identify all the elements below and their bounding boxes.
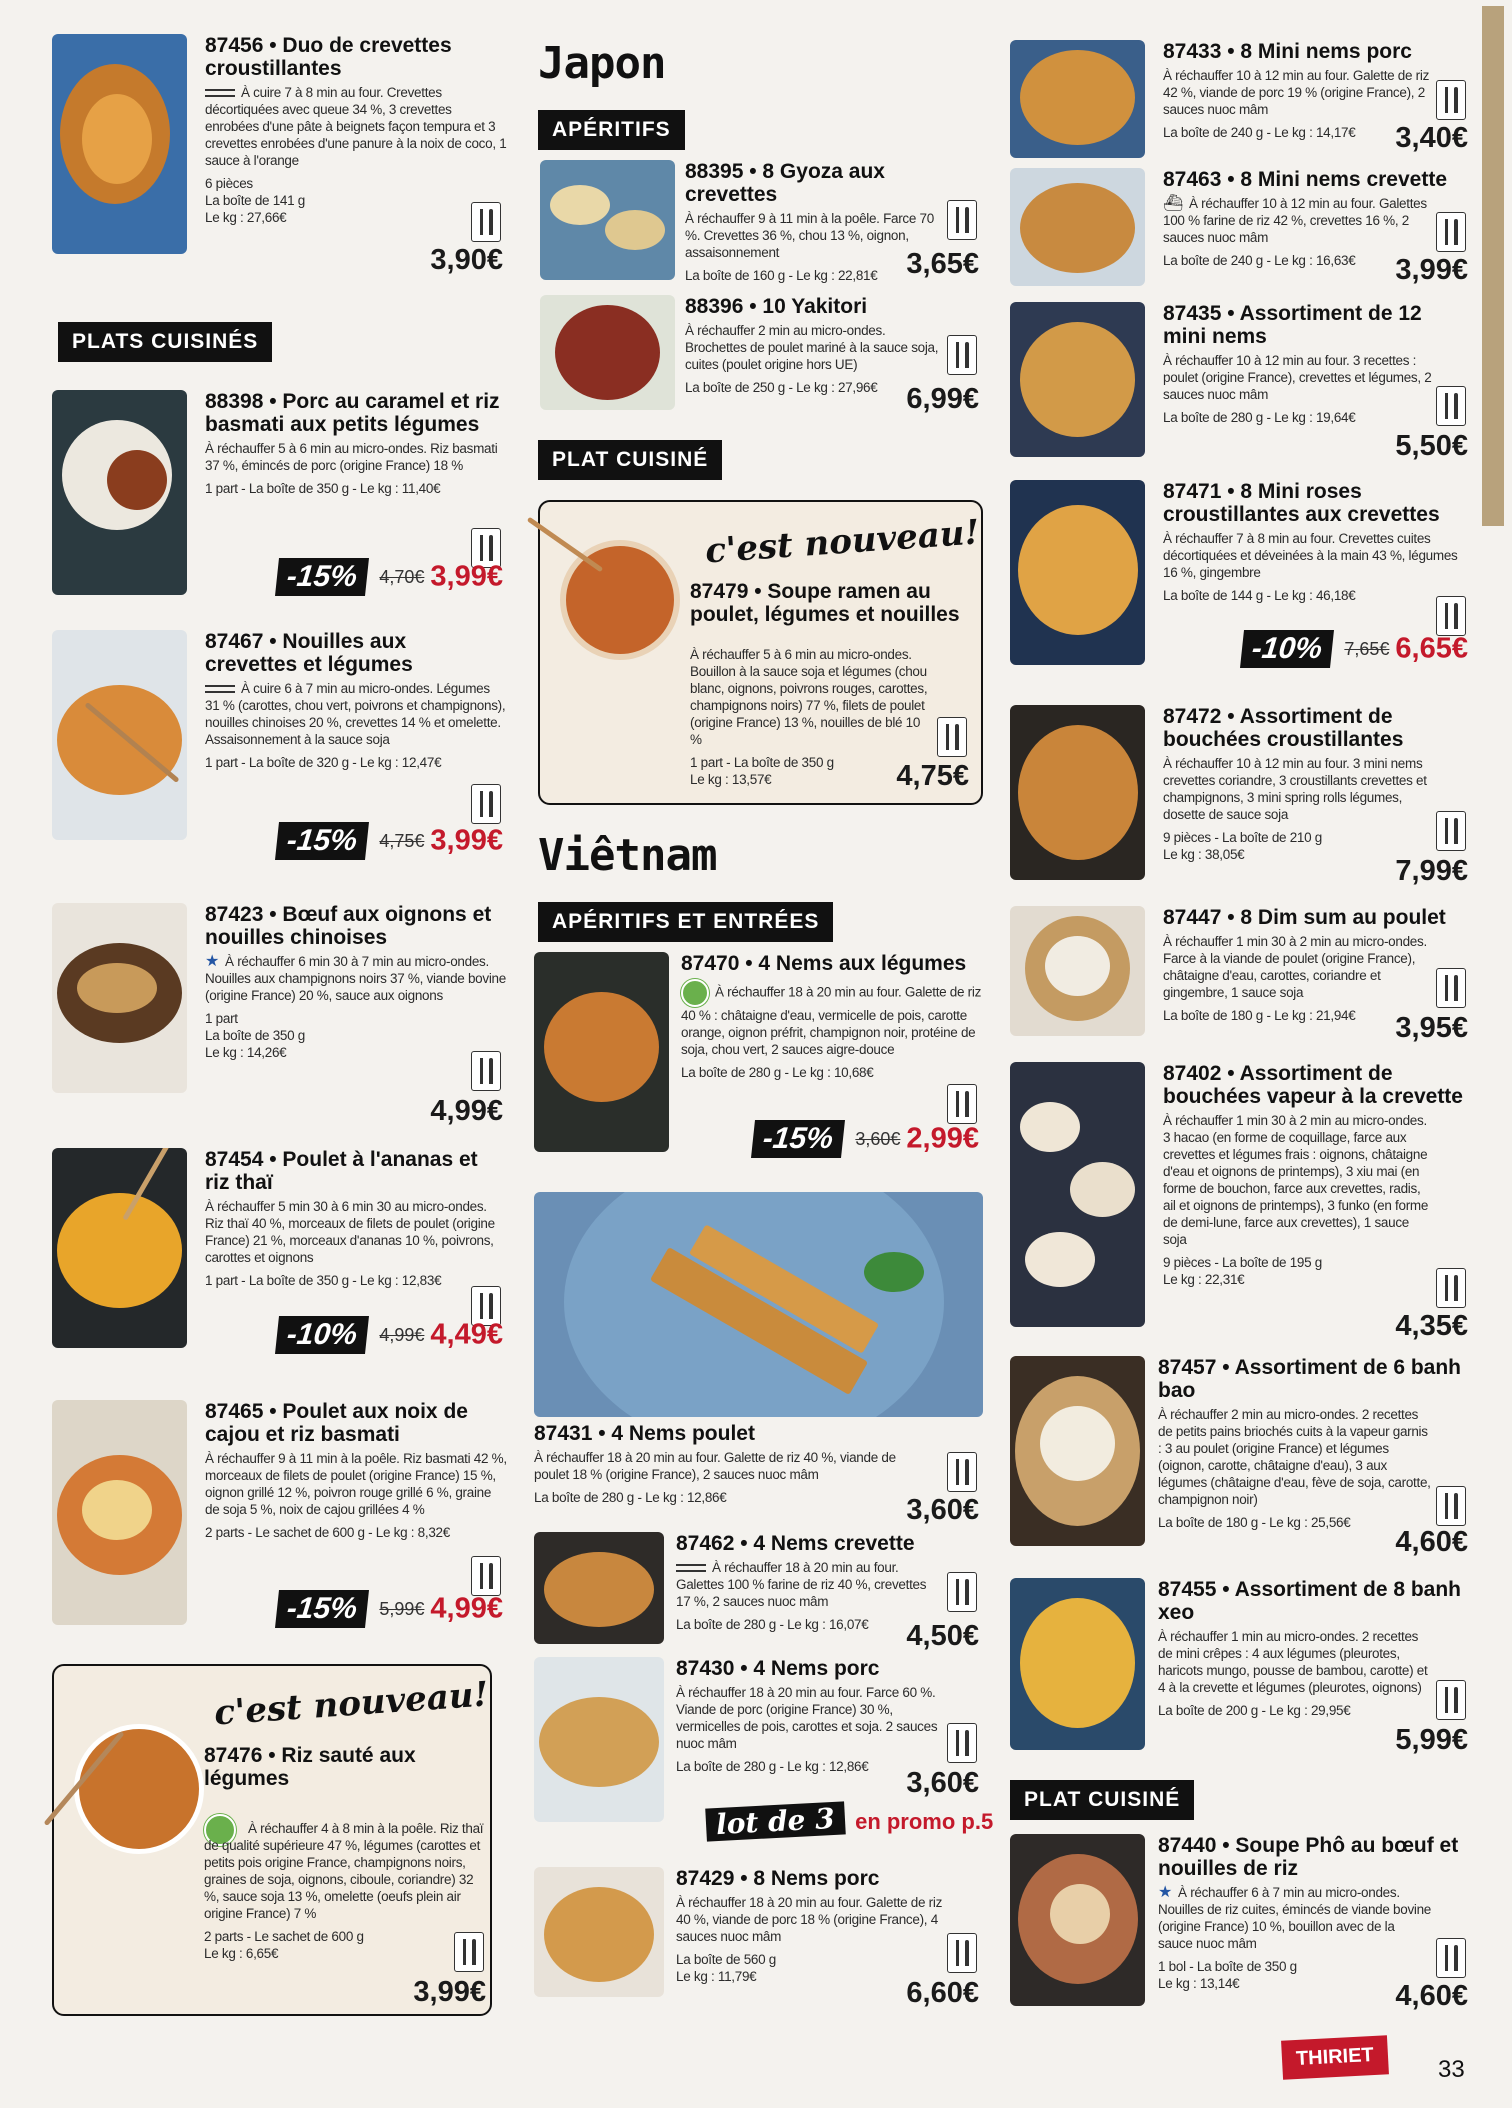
product-price: 4,49€ [430, 1318, 503, 1351]
product-photo [1010, 1834, 1145, 2006]
product-photo [52, 1400, 187, 1625]
cutlery-icon [947, 1723, 977, 1763]
cutlery-icon [1436, 386, 1466, 426]
product-description: À réchauffer 1 min 30 à 2 min au micro-ondes. Farce à la viande de poulet (origine France), châtaigne d'eau, carottes, coriandre et gingembre, 1 sauce soja [1163, 934, 1427, 1000]
product-description: À réchauffer 10 à 12 min au four. 3 recettes : poulet (origine France), crevettes et légumes, 2 sauces nuoc mâm [1163, 353, 1432, 402]
cutlery-icon [471, 1051, 501, 1091]
product-price: 3,60€ [906, 1494, 979, 1526]
product-photo [534, 952, 669, 1152]
discount-badge: -15% [751, 1120, 845, 1158]
product-price: 6,60€ [906, 1977, 979, 2009]
product-photo [1010, 1578, 1145, 1750]
product-description: À cuire 6 à 7 min au micro-ondes. Légumes 31 % (carottes, chou vert, poivrons et champignons), nouilles chinoises 20 %, crevettes 14 % et omelette. Assaisonnement à la sauce soja [205, 681, 506, 747]
section-aperitifs: APÉRITIFS [538, 110, 685, 150]
product-price: 4,50€ [906, 1620, 979, 1652]
product-photo [1010, 40, 1145, 158]
product-title: 87440 • Soupe Phô au bœuf et nouilles de riz [1158, 1834, 1459, 1880]
product-description: À réchauffer 2 min au micro-ondes. Brochettes de poulet mariné à la sauce soja, cuites (poulet origine hors UE) [685, 323, 939, 372]
product-87456[interactable] [52, 34, 507, 284]
product-title: 88398 • Porc au caramel et riz basmati aux petits légumes [205, 390, 500, 436]
product-price: 4,35€ [1395, 1310, 1468, 1342]
product-87435[interactable] [1010, 302, 1472, 472]
product-title: 87465 • Poulet aux noix de cajou et riz basmati [205, 1400, 468, 1446]
product-price: 2,99€ [906, 1122, 979, 1155]
old-price: 3,60€ [855, 1128, 901, 1149]
product-count: 6 pièces [205, 176, 253, 191]
product-weight: La boîte de 280 g - Le kg : 16,07€ [676, 1617, 869, 1632]
product-title: 87402 • Assortiment de bouchées vapeur à la crevette [1163, 1062, 1463, 1108]
cutlery-icon [947, 200, 977, 240]
product-price: 4,60€ [1395, 1526, 1468, 1558]
country-title-vietnam: Viêtnam [538, 830, 717, 881]
product-photo [540, 295, 675, 410]
product-weight: La boîte de 160 g - Le kg : 22,81€ [685, 268, 878, 283]
frozen-icon [205, 685, 235, 693]
product-kg-price: Le kg : 22,31€ [1163, 1272, 1245, 1287]
product-weight: La boîte de 280 g - Le kg : 12,86€ [676, 1759, 869, 1774]
product-weight: La boîte de 240 g - Le kg : 14,17€ [1163, 125, 1356, 140]
product-title: 87471 • 8 Mini roses croustillantes aux crevettes [1163, 480, 1440, 526]
product-title: 87435 • Assortiment de 12 mini nems [1163, 302, 1422, 348]
product-87471[interactable] [1010, 480, 1472, 680]
product-photo [540, 160, 675, 280]
product-weight: 1 part - La boîte de 350 g [690, 755, 834, 770]
cutlery-icon [1436, 80, 1466, 120]
product-weight: 1 part - La boîte de 350 g - Le kg : 11,40€ [205, 481, 441, 496]
product-price: 3,90€ [430, 244, 503, 276]
product-87447[interactable] [1010, 906, 1472, 1056]
product-weight: La boîte de 280 g - Le kg : 12,86€ [534, 1490, 727, 1505]
product-kg-price: Le kg : 11,79€ [676, 1969, 757, 1984]
product-88398[interactable] [52, 390, 507, 620]
product-title: 87472 • Assortiment de bouchées croustillantes [1163, 705, 1404, 751]
product-description: À réchauffer 9 à 11 min à la poêle. Riz basmati 42 %, morceaux de filets de poulet (origine France) 15 %, oignon grillé 12 %, poivron rouge grillé 6 %, graine de soja 5 %, noix de cajou grillées 4 % [205, 1451, 507, 1517]
product-price: 4,99€ [430, 1592, 503, 1625]
product-87440[interactable] [1010, 1834, 1472, 2014]
product-weight: La boîte de 250 g - Le kg : 27,96€ [685, 380, 878, 395]
product-description: À réchauffer 1 min au micro-ondes. 2 recettes de mini crêpes : 4 aux légumes (pleurotes, haricots mungo, pousse de bambou, carotte) et 4 à la crevette et légumes (pleurotes, oignons) [1158, 1629, 1428, 1695]
brand-logo: THIRIET [1281, 2035, 1389, 2079]
product-kg-price: Le kg : 13,57€ [690, 772, 772, 787]
product-price: 3,40€ [1395, 122, 1468, 154]
product-88396[interactable] [528, 295, 983, 425]
product-weight: 2 parts - Le sachet de 600 g - Le kg : 8,32€ [205, 1525, 450, 1540]
product-87429[interactable] [528, 1867, 983, 2012]
cutlery-icon [1436, 1938, 1466, 1978]
product-count: 9 pièces - La boîte de 195 g [1163, 1255, 1322, 1270]
product-price: 3,99€ [413, 1976, 486, 2008]
product-87472[interactable] [1010, 705, 1472, 895]
product-87430[interactable] [528, 1657, 994, 1842]
promo-link[interactable]: en promo p.5 [855, 1808, 994, 1834]
frozen-icon [205, 89, 235, 97]
discount-badge: -15% [275, 822, 369, 860]
product-weight: La boîte de 200 g - Le kg : 29,95€ [1158, 1703, 1351, 1718]
discount-badge: -15% [275, 1590, 369, 1628]
product-price: 5,50€ [1395, 430, 1468, 462]
page-number: 33 [1438, 2056, 1465, 2083]
cutlery-icon [471, 784, 501, 824]
product-price: 3,99€ [1395, 254, 1468, 286]
product-weight: La boîte de 141 g [205, 193, 305, 208]
product-title: 87433 • 8 Mini nems porc [1163, 40, 1412, 63]
product-87462[interactable] [528, 1532, 983, 1652]
cutlery-icon [947, 1572, 977, 1612]
discount-badge: -10% [1240, 630, 1334, 668]
old-price: 4,70€ [379, 566, 425, 587]
cutlery-icon [947, 1933, 977, 1973]
product-87465[interactable] [52, 1400, 507, 1640]
product-kg-price: Le kg : 13,14€ [1158, 1976, 1240, 1991]
section-plat-cuisine-2: PLAT CUISINÉ [1010, 1780, 1194, 1820]
product-description: À réchauffer 2 min au micro-ondes. 2 recettes de petits pains briochés cuits à la vapeur garnis : 3 au poulet (origine France) et légumes (oignon, carotte, châtaigne d'eau), 3 aux légumes (châtaigne d'eau, fève de soja, carotte, champignon noir) [1158, 1407, 1431, 1507]
cutlery-icon [1436, 1486, 1466, 1526]
cutlery-icon [1436, 1268, 1466, 1308]
cutlery-icon [1436, 212, 1466, 252]
product-description: À réchauffer 10 à 12 min au four. 3 mini nems crevettes coriandre, 3 croustillants crevettes et champignons, 3 mini spring rolls légumes, dosette de sauce soja [1163, 756, 1427, 822]
product-description: À réchauffer 18 à 20 min au four. Farce 60 %. Viande de porc (origine France) 30 %, vermicelles de pois, carottes et soja. 2 sauces nuoc mâm [676, 1685, 938, 1751]
product-photo [534, 1657, 664, 1822]
country-title-japon: Japon [538, 38, 666, 89]
product-description: À réchauffer 18 à 20 min au four. Galette de riz 40 %, viande de porc 18 % (origine France), 4 sauces nuoc mâm [676, 1895, 943, 1944]
product-photo [52, 903, 187, 1093]
product-photo [52, 630, 187, 840]
product-price: 4,75€ [896, 760, 969, 792]
product-title: 87479 • Soupe ramen au poulet, légumes et nouilles [690, 580, 960, 626]
product-photo [1010, 705, 1145, 880]
product-price: 4,60€ [1395, 1980, 1468, 2012]
star-label-icon: ★ [205, 953, 220, 970]
nems-hero-photo [534, 1192, 983, 1417]
product-kg-price: Le kg : 6,65€ [204, 1946, 279, 1961]
product-photo [560, 540, 680, 660]
product-description: À réchauffer 4 à 8 min à la poêle. Riz thaï de qualité supérieure 47 %, légumes (carottes et petits pois origine France, champignons noirs, graines de soja, oignons, ciboule, coriandre) 32 %, sauce soja 13 %, omelette (oeufs plein air origine France) 7 % [204, 1821, 484, 1921]
product-title: 87467 • Nouilles aux crevettes et légumes [205, 630, 413, 676]
product-title: 87462 • 4 Nems crevette [676, 1532, 915, 1555]
product-title: 87423 • Bœuf aux oignons et nouilles chinoises [205, 903, 492, 949]
product-title: 87476 • Riz sauté aux légumes [204, 1744, 416, 1790]
product-87463[interactable] [1010, 168, 1472, 298]
product-kg-price: Le kg : 38,05€ [1163, 847, 1245, 862]
product-photo [52, 1148, 187, 1348]
section-aperitifs-entrees: APÉRITIFS ET ENTRÉES [538, 902, 833, 942]
product-title: 87457 • Assortiment de 6 banh bao [1158, 1356, 1462, 1402]
discount-badge: -15% [275, 558, 369, 596]
product-weight: La boîte de 180 g - Le kg : 21,94€ [1163, 1008, 1356, 1023]
product-weight: 2 parts - Le sachet de 600 g [204, 1929, 364, 1944]
product-photo [1010, 302, 1145, 457]
cutlery-icon [1436, 811, 1466, 851]
frozen-icon [676, 1564, 706, 1572]
product-weight: 1 part - La boîte de 350 g - Le kg : 12,83€ [205, 1273, 442, 1288]
product-description: À réchauffer 6 min 30 à 7 min au micro-ondes. Nouilles aux champignons noirs 37 %, viande bovine (origine France) 20 %, sauce aux oignons [205, 954, 506, 1003]
product-count: 9 pièces - La boîte de 210 g [1163, 830, 1322, 845]
product-description: À réchauffer 1 min 30 à 2 min au micro-ondes. 3 hacao (en forme de coquillage, farce aux crevettes et légumes frais : oignons, châtaigne d'eau et oignons de printemps), 3 xiu mai (en forme de bouchon, farce aux crevettes, radis, ail et oignons de printemps), 3 funko (en forme de demi-lune, farce aux crevettes), 1 sauce soja [1163, 1113, 1429, 1247]
cutlery-icon [471, 202, 501, 242]
product-title: 87454 • Poulet à l'ananas et riz thaï [205, 1148, 478, 1194]
product-price: 5,99€ [1395, 1724, 1468, 1756]
product-description: À réchauffer 5 min 30 à 6 min 30 au micro-ondes. Riz thaï 40 %, morceaux de filets de poulet (origine France) 21 %, morceaux d'ananas 10 %, poivrons, carottes et oignons [205, 1199, 495, 1265]
product-price: 6,65€ [1395, 632, 1468, 665]
product-price: 3,99€ [430, 824, 503, 857]
product-photo [74, 1724, 204, 1854]
product-price: 3,95€ [1395, 1012, 1468, 1044]
section-plats-cuisines: PLATS CUISINÉS [58, 322, 272, 362]
product-87470[interactable] [528, 952, 983, 1157]
product-photo [1010, 906, 1145, 1036]
product-price: 7,99€ [1395, 855, 1468, 887]
product-price: 3,60€ [906, 1767, 979, 1799]
product-description: À réchauffer 5 à 6 min au micro-ondes. Riz basmati 37 %, émincés de porc (origine France) 18 % [205, 441, 498, 473]
product-description: À réchauffer 5 à 6 min au micro-ondes. Bouillon à la sauce soja et légumes (chou blanc, oignons, poivrons rouges, carottes, champignons noirs) 77 %, filets de poulet (origine France) 13 %, nouilles de blé 10 % [690, 647, 928, 747]
cutlery-icon [947, 1084, 977, 1124]
product-count: 1 part [205, 1011, 238, 1026]
product-87457[interactable] [1010, 1356, 1472, 1561]
product-kg-price: Le kg : 27,66€ [205, 210, 287, 225]
cutlery-icon [947, 1452, 977, 1492]
product-description: À réchauffer 6 à 7 min au micro-ondes. Nouilles de riz cuites, émincés de viande bovine (origine France) 10 %, bouillon avec de la sauce nuoc mâm [1158, 1885, 1432, 1951]
lot-de-3-badge: lot de 3 [705, 1801, 845, 1841]
product-title: 87447 • 8 Dim sum au poulet [1163, 906, 1446, 929]
product-87433[interactable] [1010, 40, 1472, 165]
boat-icon: ⛴ [1163, 195, 1184, 212]
product-weight: La boîte de 240 g - Le kg : 16,63€ [1163, 253, 1356, 268]
product-title: 87455 • Assortiment de 8 banh xeo [1158, 1578, 1462, 1624]
product-weight: La boîte de 280 g - Le kg : 10,68€ [681, 1065, 874, 1080]
product-weight: 1 bol - La boîte de 350 g [1158, 1959, 1297, 1974]
product-weight: La boîte de 144 g - Le kg : 46,18€ [1163, 588, 1356, 603]
star-label-icon: ★ [1158, 1884, 1173, 1901]
old-price: 7,65€ [1344, 638, 1390, 659]
product-kg-price: Le kg : 14,26€ [205, 1045, 287, 1060]
product-description: À réchauffer 10 à 12 min au four. Galettes 100 % farine de riz 42 %, crevettes 16 %, 2 sauces nuoc mâm [1163, 196, 1427, 245]
product-photo [534, 1867, 664, 1997]
product-price: 3,99€ [430, 560, 503, 593]
cutlery-icon [454, 1932, 484, 1972]
nouveau-box [538, 500, 983, 805]
cutlery-icon [1436, 968, 1466, 1008]
product-weight: La boîte de 350 g [205, 1028, 305, 1043]
product-description: À réchauffer 18 à 20 min au four. Galettes 100 % farine de riz 40 %, crevettes 17 %, 2 sauces nuoc mâm [676, 1560, 927, 1609]
product-87454[interactable] [52, 1148, 507, 1363]
product-title: 87463 • 8 Mini nems crevette [1163, 168, 1448, 191]
old-price: 4,99€ [379, 1324, 425, 1345]
product-price: 4,99€ [430, 1095, 503, 1127]
product-weight: La boîte de 180 g - Le kg : 25,56€ [1158, 1515, 1351, 1530]
cutlery-icon [937, 717, 967, 757]
product-description: À réchauffer 7 à 8 min au four. Crevettes cuites décortiquées et déveinées à la main 43 %, légumes 16 %, gingembre [1163, 531, 1458, 580]
product-photo [1010, 1356, 1145, 1546]
product-weight: La boîte de 560 g [676, 1952, 776, 1967]
quality-label-icon [681, 979, 709, 1007]
product-title: 87456 • Duo de crevettes croustillantes [205, 34, 452, 80]
product-photo [534, 1532, 664, 1644]
product-88395[interactable] [528, 160, 983, 290]
nouveau-label: c'est nouveau! [212, 1674, 490, 1734]
product-description: À réchauffer 9 à 11 min à la poêle. Farce 70 %. Crevettes 36 %, chou 13 %, oignon, assaisonnement [685, 211, 934, 260]
product-weight: 1 part - La boîte de 320 g - Le kg : 12,47€ [205, 755, 442, 770]
product-title: 87430 • 4 Nems porc [676, 1657, 880, 1680]
nouveau-box [52, 1664, 492, 2016]
product-photo [52, 34, 187, 254]
product-price: 6,99€ [906, 383, 979, 415]
product-87402[interactable] [1010, 1062, 1472, 1347]
cutlery-icon [1436, 1680, 1466, 1720]
product-photo [1010, 480, 1145, 665]
product-title: 88396 • 10 Yakitori [685, 295, 868, 318]
product-description: À cuire 7 à 8 min au four. Crevettes décortiquées avec queue 34 %, 3 crevettes enrobées d'une pâte à beignets façon tempura et 3 crevettes enrobées d'une panure à la noix de coco, 1 sauce à l'orange [205, 85, 507, 168]
product-description: À réchauffer 10 à 12 min au four. Galette de riz 42 %, viande de porc 19 % (origine France), 2 sauces nuoc mâm [1163, 68, 1430, 117]
nouveau-label: c'est nouveau! [703, 512, 981, 572]
section-plat-cuisine: PLAT CUISINÉ [538, 440, 722, 480]
product-description: À réchauffer 18 à 20 min au four. Galette de riz 40 % : châtaigne d'eau, vermicelle de pois, carotte orange, oignon préfrit, champignon noir, protéine de soja, chou vert, 2 sauces aigre-douce [681, 984, 982, 1057]
discount-badge: -10% [275, 1316, 369, 1354]
page-tab-strip [1482, 6, 1504, 526]
product-price: 3,65€ [906, 248, 979, 280]
product-description: À réchauffer 18 à 20 min au four. Galette de riz 40 %, viande de poulet 18 % (origine France), 2 sauces nuoc mâm [534, 1450, 896, 1482]
product-87423[interactable] [52, 903, 507, 1127]
old-price: 4,75€ [379, 830, 425, 851]
product-title: 88395 • 8 Gyoza aux crevettes [685, 160, 885, 206]
product-87467[interactable] [52, 630, 507, 865]
product-weight: La boîte de 280 g - Le kg : 19,64€ [1163, 410, 1356, 425]
product-photo [1010, 168, 1145, 286]
cutlery-icon [947, 335, 977, 375]
product-87431[interactable] [528, 1422, 983, 1527]
product-photo [52, 390, 187, 595]
product-title: 87429 • 8 Nems porc [676, 1867, 880, 1890]
product-87455[interactable] [1010, 1578, 1472, 1758]
product-title: 87431 • 4 Nems poulet [534, 1422, 755, 1445]
product-title: 87470 • 4 Nems aux légumes [681, 952, 967, 975]
product-photo [1010, 1062, 1145, 1327]
old-price: 5,99€ [379, 1598, 425, 1619]
